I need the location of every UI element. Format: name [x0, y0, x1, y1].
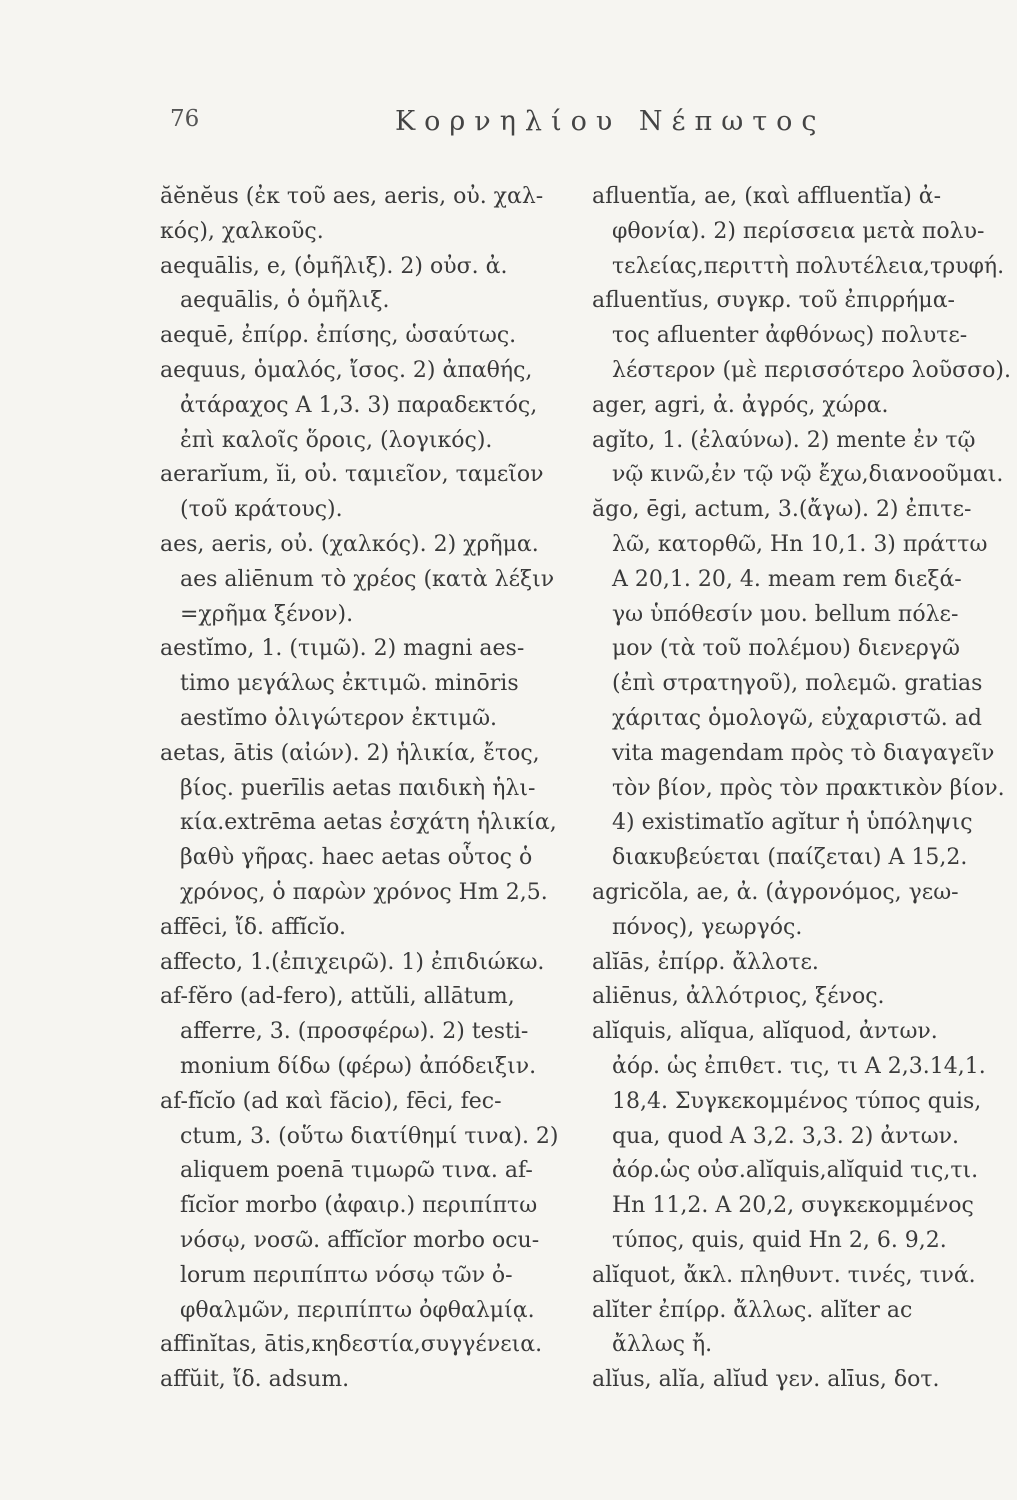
dictionary-line: νόσῳ, νοσῶ. affĭcĭor morbo ocu-	[180, 1227, 540, 1253]
dictionary-line: afluentĭa, ae, (καὶ affluentĭa) ἀ-	[592, 184, 942, 209]
dictionary-line: agĭto, 1. (ἐλαύνω). 2) mente ἐν τῷ	[592, 427, 976, 453]
dictionary-line: βίος. puerīlis aetas παιδικὴ ἡλι-	[180, 775, 536, 801]
left-column	[160, 180, 590, 1398]
dictionary-line: afluentĭus, συγκρ. τοῦ ἐπιρρήμα-	[592, 288, 955, 314]
dictionary-line: τελείας,περιττὴ πολυτέλεια,τρυφή.	[612, 253, 1005, 279]
dictionary-line: aequus, ὁμαλός, ἴσος. 2) ἀπαθής,	[160, 357, 533, 383]
dictionary-line: τος afluenter ἀφθόνως) πολυτε-	[612, 323, 968, 349]
dictionary-line: =χρῆμα ξένον).	[180, 601, 354, 627]
dictionary-line: aes aliēnum τὸ χρέος (κατὰ λέξιν	[180, 566, 555, 592]
dictionary-line: alĭus, alĭa, alĭud γεν. alīus, δοτ.	[592, 1367, 940, 1393]
dictionary-line: ἀόρ.ὡς οὐσ.alĭquis,alĭquid τις,τι.	[612, 1158, 979, 1184]
dictionary-line: aerarĭum, ĭi, οὐ. ταμιεῖον, ταμεῖον	[160, 462, 544, 488]
dictionary-line: qua, quod A 3,2. 3,3. 2) ἀντων.	[612, 1123, 960, 1149]
dictionary-line: aliēnus, ἀλλότριος, ξένος.	[592, 984, 885, 1010]
dictionary-line: λέστερον (μὲ περισσότερο λοῦσσο).	[612, 357, 1012, 383]
dictionary-line: ἀτάραχος Α 1,3. 3) παραδεκτός,	[180, 392, 538, 418]
dictionary-line: ἄλλως ἤ.	[612, 1332, 713, 1358]
dictionary-line: λῶ, κατορθῶ, Hn 10,1. 3) πράττω	[612, 531, 988, 557]
dictionary-line: af-fĭcĭo (ad καὶ făcio), fēci, fec-	[160, 1088, 502, 1114]
dictionary-line: κία.extrēma aetas ἐσχάτη ἡλικία,	[180, 810, 557, 836]
dictionary-line: νῷ κινῶ,ἐν τῷ νῷ ἔχω,διανοοῦμαι.	[612, 462, 1004, 488]
dictionary-line: aequālis, ὁ ὁμῆλιξ.	[180, 288, 390, 314]
right-column	[592, 180, 1017, 1398]
dictionary-line: aestĭmo ὀλιγώτερον ἐκτιμῶ.	[180, 705, 498, 731]
dictionary-line: τὸν βίον, πρὸς τὸν πρακτικὸν βίον.	[612, 775, 1005, 801]
dictionary-line: vita magendam πρὸς τὸ διαγαγεῖν	[612, 740, 995, 766]
dictionary-line: ἀόρ. ὡς ἐπιθετ. τις, τι A 2,3.14,1.	[612, 1053, 986, 1079]
dictionary-line: διακυβεύεται (παίζεται) A 15,2.	[612, 845, 968, 871]
dictionary-line: μον (τὰ τοῦ πολέμου) διενεργῶ	[612, 636, 960, 662]
dictionary-line: affecto, 1.(ἐπιχειρῶ). 1) ἐπιδιώκω.	[160, 949, 545, 975]
dictionary-line: aes, aeris, οὐ. (χαλκός). 2) χρῆμα.	[160, 531, 539, 557]
dictionary-line: alĭās, ἐπίρρ. ἄλλοτε.	[592, 949, 819, 975]
dictionary-line: aliquem poenā τιμωρῶ τινα. af-	[180, 1158, 533, 1184]
dictionary-line: lorum περιπίπτω νόσῳ τῶν ὀ-	[180, 1262, 513, 1288]
dictionary-line: ăgo, ēgi, actum, 3.(ἄγω). 2) ἐπιτε-	[592, 497, 972, 523]
dictionary-line: affinĭtas, ātis,κηδεστία,συγγένεια.	[160, 1332, 543, 1358]
dictionary-line: χρόνος, ὁ παρὼν χρόνος Hm 2,5.	[180, 879, 548, 905]
dictionary-line: af-fĕro (ad-fero), attŭli, allātum,	[160, 984, 515, 1010]
dictionary-line: φθαλμῶν, περιπίπτω ὀφθαλμίᾳ.	[180, 1297, 535, 1323]
dictionary-line: affŭit, ἴδ. adsum.	[160, 1367, 350, 1393]
dictionary-line: χάριτας ὁμολογῶ, εὐχαριστῶ. ad	[612, 705, 982, 731]
dictionary-line: φθονία). 2) περίσσεια μετὰ πολυ-	[612, 218, 985, 244]
dictionary-line: 18,4. Συγκεκομμένος τύπος quis,	[612, 1088, 982, 1114]
dictionary-line: πόνος), γεωργός.	[612, 914, 803, 940]
dictionary-line: Hn 11,2. A 20,2, συγκεκομμένος	[612, 1193, 974, 1219]
dictionary-line: κός), χαλκοῦς.	[160, 218, 324, 244]
dictionary-line: ctum, 3. (οὕτω διατίθημί τινα). 2)	[180, 1123, 559, 1149]
dictionary-line: monium δίδω (φέρω) ἀπόδειξιν.	[180, 1053, 537, 1079]
dictionary-line: A 20,1. 20, 4. meam rem διεξά-	[612, 566, 962, 592]
running-head: Κορνηλίου Νέπωτος	[395, 106, 826, 137]
dictionary-line: γω ὑπόθεσίν μου. bellum πόλε-	[612, 601, 959, 627]
dictionary-line: afferre, 3. (προσφέρω). 2) testi-	[180, 1019, 529, 1045]
dictionary-line: affēci, ἴδ. affĭcĭo.	[160, 914, 346, 940]
dictionary-line: (ἐπὶ στρατηγοῦ), πολεμῶ. gratias	[612, 671, 983, 697]
dictionary-line: aequālis, e, (ὁμῆλιξ). 2) οὐσ. ἀ.	[160, 253, 508, 279]
dictionary-line: (τοῦ κράτους).	[180, 497, 343, 523]
dictionary-line: βαθὺ γῆρας. haec aetas οὗτος ὁ	[180, 845, 533, 871]
dictionary-line: agricŏla, ae, ἀ. (ἀγρονόμος, γεω-	[592, 879, 959, 905]
dictionary-line: aetas, ātis (αἰών). 2) ἡλικία, ἔτος,	[160, 740, 540, 766]
dictionary-line: ăĕnĕus (ἐκ τοῦ aes, aeris, οὐ. χαλ-	[160, 184, 544, 209]
dictionary-line: alĭquot, ἄκλ. πληθυντ. τινές, τινά.	[592, 1262, 976, 1288]
dictionary-line: aequē, ἐπίρρ. ἐπίσης, ὡσαύτως.	[160, 323, 517, 349]
dictionary-line: ager, agri, ἀ. ἀγρός, χώρα.	[592, 392, 889, 418]
dictionary-line: fĭcĭor morbo (ἀφαιρ.) περιπίπτω	[180, 1193, 538, 1219]
dictionary-line: 4) existimatĭo agĭtur ἡ ὑπόληψις	[612, 810, 973, 836]
dictionary-line: τύπος, quis, quid Hn 2, 6. 9,2.	[612, 1227, 947, 1253]
dictionary-line: alĭter ἐπίρρ. ἄλλως. alĭter ac	[592, 1297, 913, 1323]
page-number: 76	[170, 106, 200, 132]
dictionary-line: ἐπὶ καλοῖς ὅροις, (λογικός).	[180, 427, 493, 453]
dictionary-line: timo μεγάλως ἐκτιμῶ. minōris	[180, 671, 519, 697]
dictionary-line: alĭquis, alĭqua, alĭquod, ἀντων.	[592, 1019, 938, 1045]
dictionary-line: aestĭmo, 1. (τιμῶ). 2) magni aes-	[160, 636, 525, 662]
